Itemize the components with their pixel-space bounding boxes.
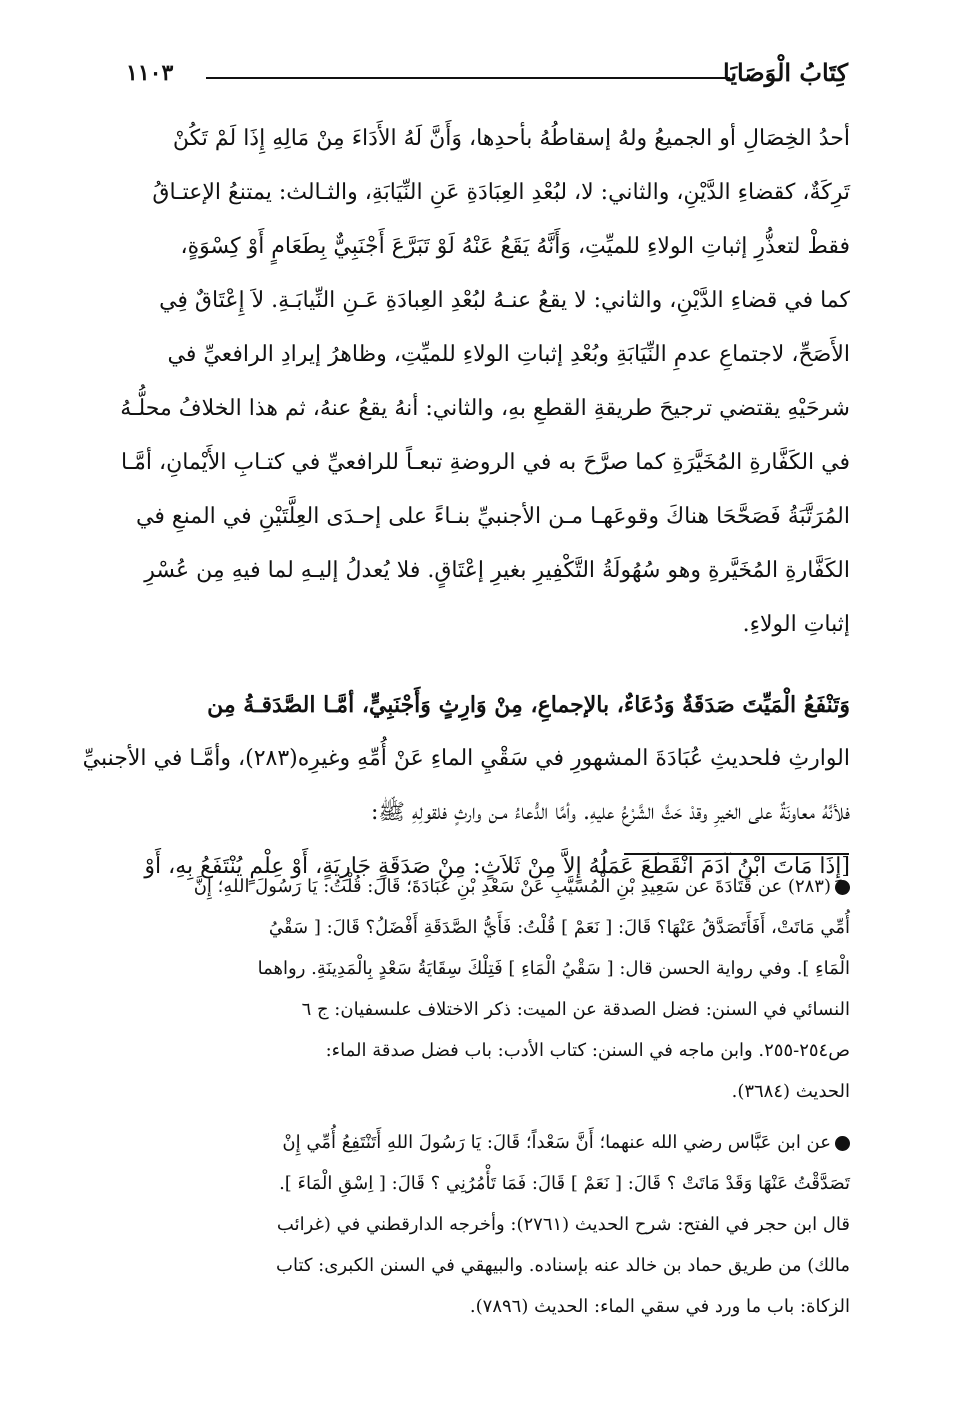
footnote-line: الْمَاءِ ]. وفي رواية الحسن قال: [ سَقْيُ الْمَاءِ ] فَتِلْكَ سِقَايَةُ سَعْدٍ بِالْمَدِينَةِ. رواهما xyxy=(257,958,850,979)
footnote-text: (٢٨٣) عن قَتَادَةَ عن سَعِيدِ بْنِ الْمُسَيَّبِ عَنْ سَعْدِ بْنِ عُبَادَةَ؛ قَالَ: قُلْتُ: يَا رَسُولَ اللهِ؛ إِنَّ xyxy=(193,876,831,897)
footnotes xyxy=(128,866,850,1327)
footnote-text: عن ابن عَبَّاس رضي الله عنهما؛ أَنَّ سَعْداً؛ قَالَ: يَا رَسُولَ اللهِ أَتَنْتَفِعُ أُمِّي إِنْ xyxy=(282,1132,831,1153)
footnote-separator xyxy=(624,853,849,855)
text-line: إثباتِ الولاءِ. xyxy=(742,612,850,637)
text-line: أحدُ الخِصَالِ أو الجميعُ ولهُ إسقاطُهُ بأحدِها، وَأَنَّ لَهُ الأَدَاءَ مِنْ مَالِهِ إِذَا لَمْ تَكُنْ xyxy=(172,126,850,151)
footnote-line: تَصَدَّقْتُ عَنْهَا وَقَدْ مَاتَتْ ؟ قَالَ: [ نَعَمْ ] قَالَ: فَمَا تَأْمُرُنِي ؟ قَالَ: [ اِسْقِ الْمَاءَ ]. xyxy=(279,1173,850,1194)
footnote-line: مالك) من طريق حماد بن خالد عنه بإسناده. والبيهقي في السنن الكبرى: كتاب xyxy=(276,1255,850,1276)
text-line: [إِذَا مَاتَ ابْنُ آدَمَ انْقَطَعَ عَمَلُهُ إِلاَّ مِنْ ثَلاَثٍ: مِنْ صَدَقَةٍ جَارِيَةٍ، أَوْ عِلْمٍ يُنْتَفَعُ بِهِ، أَوْ xyxy=(144,854,850,879)
header-rule xyxy=(206,77,730,79)
text-line: تَرِكَةٌ، كقضاءِ الدَّيْنِ، والثاني: لا، لبُعْدِ العِبَادَةِ عَنِ النِّيَابَةِ، والثـالث: يمتنعُ الإعتـاقُ xyxy=(152,180,850,205)
footnote-line: الزكاة: باب ما ورد في سقي الماء: الحديث (٧٨٩٦). xyxy=(469,1296,850,1317)
bullet-icon xyxy=(835,1136,850,1151)
text-line: شرحَيْهِ يقتضي ترجيحَ طريقةِ القطعِ بهِ، والثاني: أنهُ يقعُ عنهُ، ثم هذا الخلافُ محلُّـهُ xyxy=(120,396,850,421)
chapter-title: كِتَابُ الْوَصَايَا xyxy=(723,58,848,87)
running-header xyxy=(126,58,848,92)
footnote-line: النسائي في السنن: فضل الصدقة عن الميت: ذكر الاختلاف علىسفيان: ج ٦ xyxy=(301,999,850,1020)
footnote-line: قال ابن حجر في الفتح: شرح الحديث (٢٧٦١): وأخرجه الدارقطني في (غرائب xyxy=(276,1214,850,1235)
footnote-line: أُمِّي مَاتَتْ، أَفَأَتَصَدَّقُ عَنْهَا؟ قَالَ: [ نَعَمْ ] قُلْتُ: فَأَيُّ الصَّدَقَةِ أَفْضَلُ؟ قَالَ: [ سَقْيُ xyxy=(268,917,850,938)
footnote-line xyxy=(128,866,850,907)
page-number: ١١٠٣ xyxy=(126,60,174,86)
text-line: فقطْ لتعذُّرِ إثباتِ الولاءِ للميِّتِ، وَأَنَّهُ يَقَعُ عَنْهُ لَوْ تَبَرَّعَ أَجْنَبِيٌّ بِطَعَامٍ أَوْ كِسْوَةٍ، xyxy=(180,234,850,259)
text-line: كما في قضاءِ الدَّيْنِ، والثاني: لا يقعُ عنـهُ لبُعْدِ العِبادَةِ عَـنِ النِّيابَـةِ. لاَ إِعْتَاقٌ فِي xyxy=(159,288,850,313)
text-line: الوارثِ فلحديثِ عُبَادَةَ المشهورِ في سَقْيِ الماءِ عَنْ أُمِّهِ وغيرِه(٢٨٣)، وأمَّـا في الأجنبيِّ xyxy=(82,746,850,771)
bullet-icon xyxy=(835,880,850,895)
text-line: الأَصَحِّ، لاجتماعِ عدمِ النِّيَابَةِ وبُعْدِ إثباتِ الولاءِ للميِّتِ، وظاهرُ إيرادِ الرافعيِّ في xyxy=(167,342,850,367)
footnote-line: ص٢٥٤-٢٥٥. وابن ماجه في السنن: كتاب الأدب: باب فضل صدقة الماء: xyxy=(325,1040,850,1061)
text-line: في الكَفَّارةِ المُخَيَّرَةِ كما صرَّحَ به في الروضةِ تبعـاً للرافعيِّ في كتـابِ الأَيْمانِ، أمَّـا xyxy=(120,450,850,475)
text-line: المُرَتَّبَةُ فَصَحَّحَا هناكَ وقوعَهـا مـن الأجنبيِّ بنـاءً على إحـدَى العِلَّتَيْنِ في المنعِ في xyxy=(136,504,850,529)
footnote-line xyxy=(128,1122,850,1163)
text-line: وَتَنْفَعُ الْمَيِّتَ صَدَقَةٌ وَدُعَاءٌ، بالإجماعِ، مِنْ وَارِثٍ وَأَجْنَبِيٍّ، أمَّـا الصَّدَقـةُ مِن xyxy=(207,692,850,718)
footnote-line: الحديث (٣٦٨٤). xyxy=(731,1081,850,1102)
main-text xyxy=(82,112,850,894)
text-line: فلأنَّهُ معاونَةٌ على الخيرِ وقدْ حَثَّ الشَّرْعُ عليهِ. وأمَّا الدُّعاءُ مـن وارثٍ فلقولِهِ ﷺ: xyxy=(370,800,850,825)
text-line: الكَفَّارةِ المُخَيَّرةِ وهو سُهُولَةُ التَّكْفِيرِ بغيرِ إعْتَاقٍ. فلا يُعدلُ إليـهِ لما فيهِ مِن عُسْرِ xyxy=(144,558,850,583)
